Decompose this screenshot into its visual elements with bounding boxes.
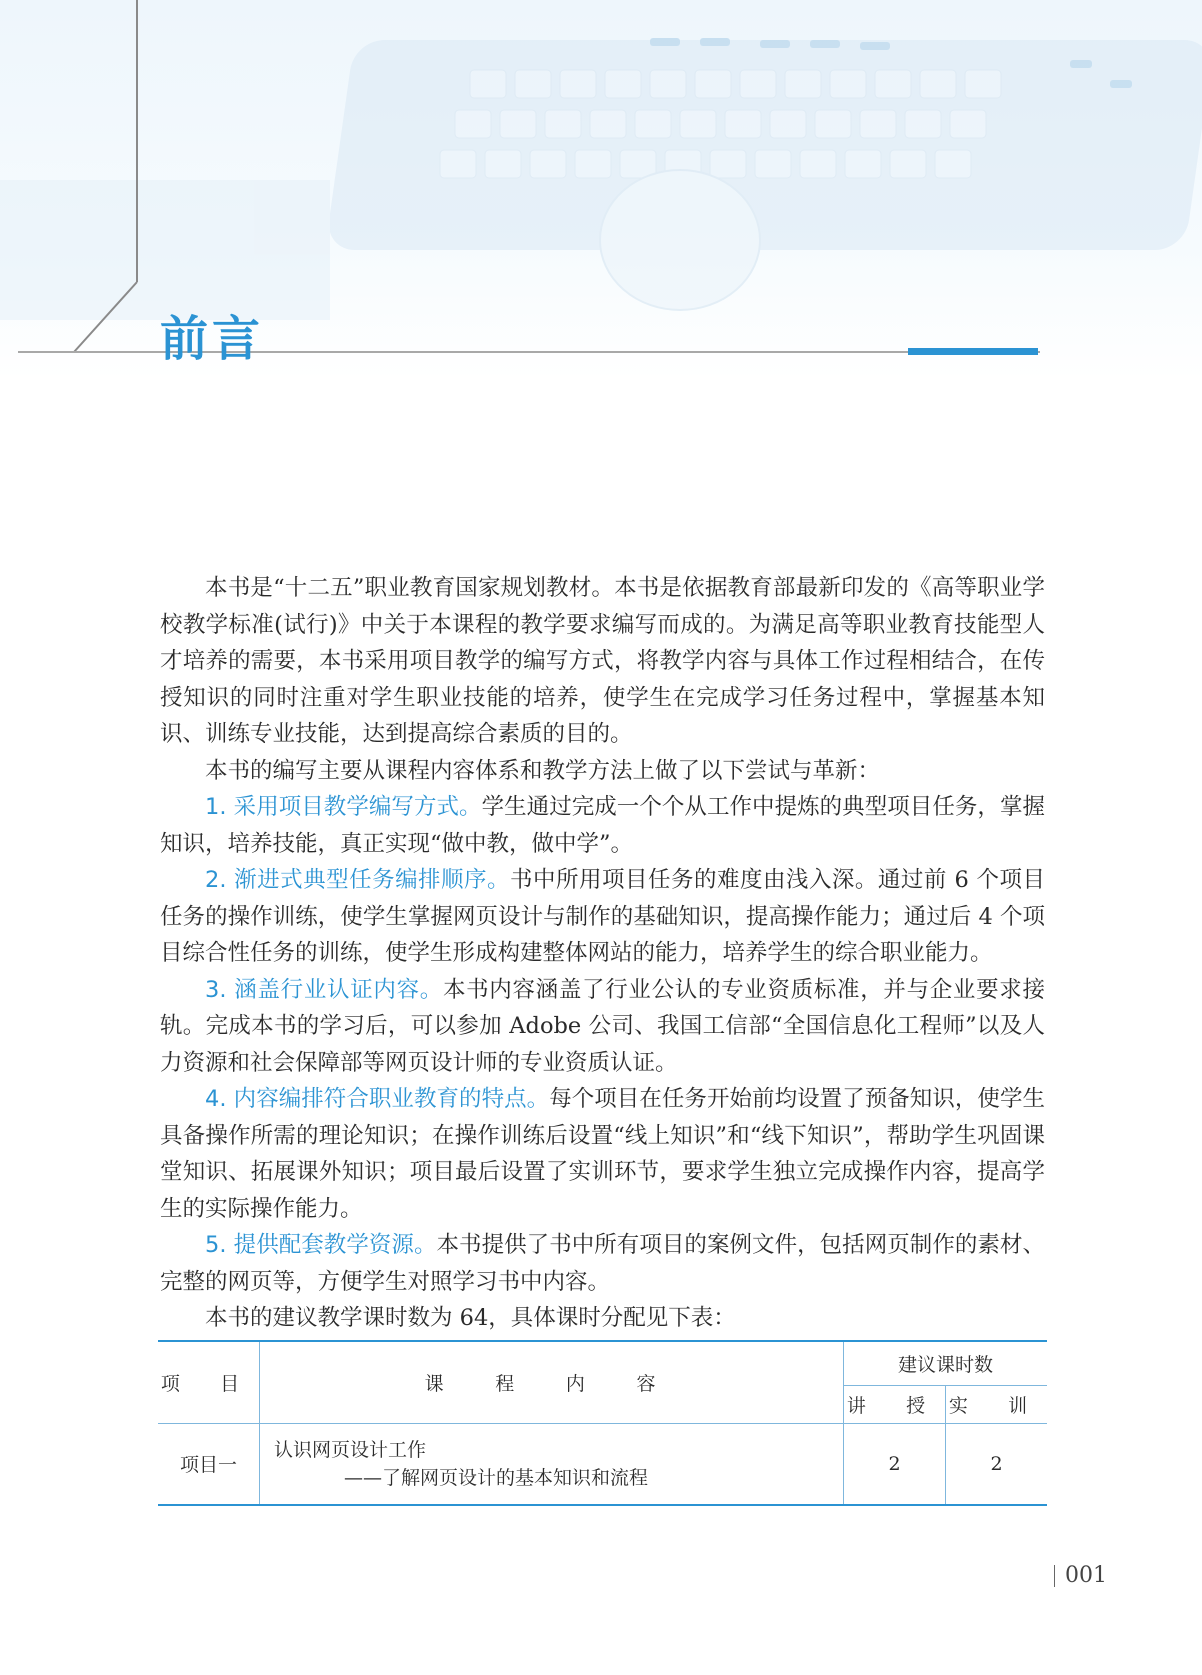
schedule-table <box>158 1340 1047 1506</box>
header-hours: 建议课时数 <box>844 1341 1048 1385</box>
cell-content: 认识网页设计工作 ——了解网页设计的基本知识和流程 <box>260 1423 844 1505</box>
cell-lecture: 2 <box>844 1423 946 1505</box>
highlight-lead: 4. 内容编排符合职业教育的特点。 <box>205 1086 550 1112</box>
highlight-lead: 3. 涵盖行业认证内容。 <box>205 976 443 1003</box>
table-row <box>158 1423 1047 1505</box>
page-title: 前言 <box>160 311 265 367</box>
cell-practice: 2 <box>946 1423 1048 1505</box>
paragraph: 1. 采用项目教学编写方式。学生通过完成一个个从工作中提炼的典型项目任务，掌握知识，培养技能，真正实现“做中教，做中学”。 <box>160 794 1045 857</box>
paragraph: 本书的编写主要从课程内容体系和教学方法上做了以下尝试与革新： <box>205 757 881 784</box>
paragraph: 2. 渐进式典型任务编排顺序。书中所用项目任务的难度由浅入深。通过前 6 个项目任务的操作训练，使学生掌握网页设计与制作的基础知识，提高操作能力；通过后 4 个项目综合性任务的训练，使学生形成构建整体网站的能力，培养学生的综合职业能力。 <box>160 867 1045 966</box>
paragraph: 5. 提供配套教学资源。本书提供了书中所有项目的案例文件，包括网页制作的素材、完整的网页等，方便学生对照学习书中内容。 <box>160 1232 1045 1295</box>
highlight-lead: 2. 渐进式典型任务编排顺序。 <box>205 867 511 893</box>
cell-project: 项目一 <box>158 1423 260 1505</box>
paragraph: 3. 涵盖行业认证内容。本书内容涵盖了行业公认的专业资质标准，并与企业要求接轨。完成本书的学习后，可以参加 Adobe 公司、我国工信部“全国信息化工程师”以及人力资源和社会保障部等网页设计师的专业资质认证。 <box>160 976 1045 1076</box>
paragraph: 本书是“十二五”职业教育国家规划教材。本书是依据教育部最新印发的《高等职业学校教学标准(试行)》中关于本课程的教学要求编写而成的。为满足高等职业教育技能型人才培养的需要，本书采用项目教学的编写方式，将教学内容与具体工作过程相结合，在传授知识的同时注重对学生职业技能的培养，使学生在完成学习任务过程中，掌握基本知识、训练专业技能，达到提高综合素质的目的。 <box>160 575 1045 747</box>
header-project: 项 目 <box>158 1341 260 1423</box>
paragraph: 本书的建议教学课时数为 64，具体课时分配见下表： <box>205 1305 736 1331</box>
preface-body <box>160 570 1045 1337</box>
highlight-lead: 1. 采用项目教学编写方式。 <box>205 794 482 820</box>
paragraph: 4. 内容编排符合职业教育的特点。每个项目在任务开始前均设置了预备知识，使学生具备操作所需的理论知识；在操作训练后设置“线上知识”和“线下知识”，帮助学生巩固课堂知识、拓展课外知识；项目最后设置了实训环节，要求学生独立完成操作内容，提高学生的实际操作能力。 <box>160 1086 1045 1222</box>
header-content: 课 程 内 容 <box>260 1341 844 1423</box>
header-practice: 实 训 <box>946 1385 1048 1423</box>
highlight-lead: 5. 提供配套教学资源。 <box>205 1232 437 1258</box>
header-lecture: 讲 授 <box>844 1385 946 1423</box>
page-number: 001 <box>1054 1563 1107 1588</box>
divider <box>1054 1565 1055 1587</box>
